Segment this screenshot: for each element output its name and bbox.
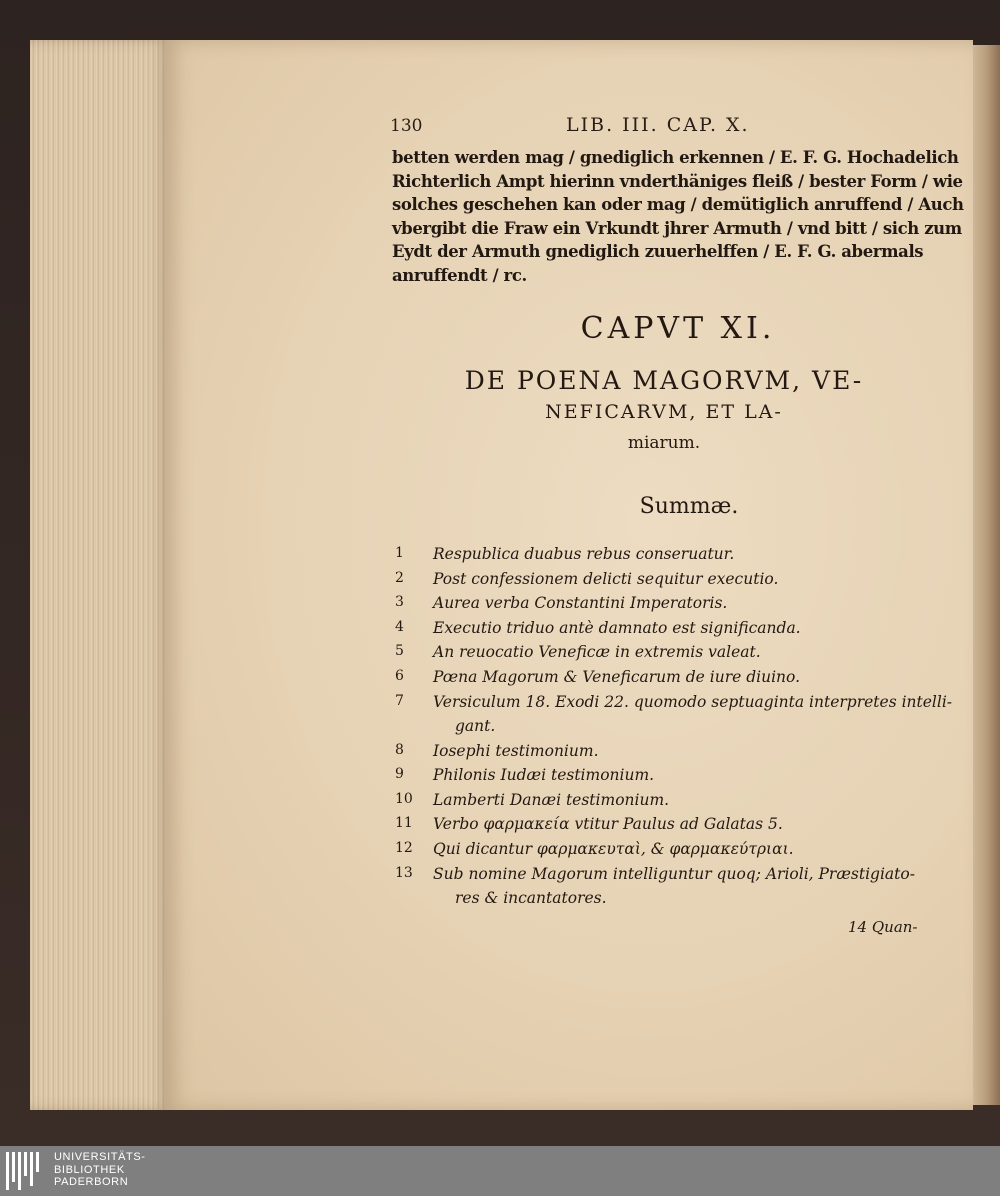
list-item	[395, 815, 940, 840]
item-text-continuation: res & incantatores.	[455, 888, 607, 907]
item-text: Post confessionem delicti sequitur executio.	[433, 569, 779, 588]
library-name	[54, 1151, 146, 1189]
intro-line: solches geschehen kan oder mag / demütiglich anruffend / Auch	[392, 195, 964, 214]
list-item	[395, 742, 940, 767]
item-number: 5	[395, 643, 404, 660]
item-number: 12	[395, 839, 413, 856]
item-text: Sub nomine Magorum intelliguntur quoq; Arioli, Præstigiato-	[433, 864, 915, 883]
list-item	[395, 545, 940, 570]
item-number: 9	[395, 766, 404, 783]
item-text: Aurea verba Constantini Imperatoris.	[433, 594, 728, 613]
intro-line: anruffendt / rc.	[392, 265, 527, 285]
item-text: Philonis Iudæi testimonium.	[433, 766, 655, 785]
list-item	[395, 643, 940, 668]
intro-line: Richterlich Ampt hierinn vnderthäniges fleiß / bester Form / wie	[392, 171, 963, 191]
list-item	[395, 594, 940, 619]
list-item	[395, 840, 940, 865]
item-text: Verbo φαρμακεία vtitur Paulus ad Galatas 5.	[433, 815, 783, 834]
list-item	[395, 865, 940, 914]
item-text-continuation: gant.	[455, 716, 496, 735]
intro-paragraph	[392, 146, 964, 287]
facing-page-edge	[973, 45, 1000, 1105]
library-name-line: BIBLIOTHEK	[54, 1163, 125, 1176]
summae-heading: Summæ.	[639, 494, 739, 519]
item-text: Executio triduo antè damnato est significanda.	[433, 618, 801, 637]
intro-line: betten werden mag / gnediglich erkennen / E. F. G. Hochadelich	[392, 148, 959, 167]
item-text: Pœna Magorum & Veneficarum de iure diuino.	[433, 667, 801, 686]
list-item	[395, 791, 940, 816]
item-text: Lamberti Danæi testimonium.	[433, 790, 670, 809]
item-text: An reuocatio Veneficæ in extremis valeat.	[433, 643, 761, 662]
item-number: 10	[395, 790, 413, 807]
item-number: 13	[395, 864, 413, 881]
summary-list	[395, 545, 953, 914]
item-number: 3	[395, 594, 404, 611]
item-number: 8	[395, 741, 404, 758]
library-name-line: PADERBORN	[54, 1176, 129, 1188]
page-number: 130	[390, 116, 423, 136]
item-number: 11	[395, 815, 413, 832]
caput-heading: CAPVT XI.	[580, 311, 776, 346]
library-name-line: UNIVERSITÄTS-	[54, 1151, 146, 1163]
item-number: 4	[395, 618, 404, 635]
item-text: Qui dicantur φαρμακευταὶ, & φαρμακεύτριαι.	[433, 839, 794, 858]
intro-line: vbergibt die Fraw ein Vrkundt jhrer Armuth / vnd bitt / sich zum	[392, 218, 962, 238]
chapter-title	[390, 366, 938, 453]
list-item	[395, 570, 940, 595]
item-number: 7	[395, 692, 404, 709]
list-item	[395, 668, 940, 693]
library-footer	[0, 1146, 1000, 1196]
intro-line: Eydt der Armuth gnediglich zuuerhelffen / E. F. G. abermals	[392, 242, 924, 261]
page-edges	[30, 40, 170, 1110]
chapter-title-line: miarum.	[627, 433, 701, 453]
chapter-title-line: DE POENA MAGORVM, VE-	[464, 366, 864, 395]
item-number: 1	[395, 545, 404, 561]
page-header	[390, 114, 938, 140]
list-item	[395, 766, 940, 791]
item-text: Respublica duabus rebus conseruatur.	[433, 545, 735, 563]
catchword: 14 Quan-	[848, 918, 918, 936]
list-item	[395, 619, 940, 644]
running-head: LIB. III. CAP. X.	[566, 114, 750, 136]
item-text: Iosephi testimonium.	[433, 741, 599, 760]
chapter-title-line: NEFICARVM, ET LA-	[545, 401, 783, 423]
item-text: Versiculum 18. Exodi 22. quomodo septuaginta interpretes intelli-	[433, 692, 953, 711]
list-item	[395, 692, 953, 742]
item-number: 6	[395, 667, 404, 684]
item-number: 2	[395, 569, 404, 586]
library-logo-icon	[6, 1152, 46, 1190]
